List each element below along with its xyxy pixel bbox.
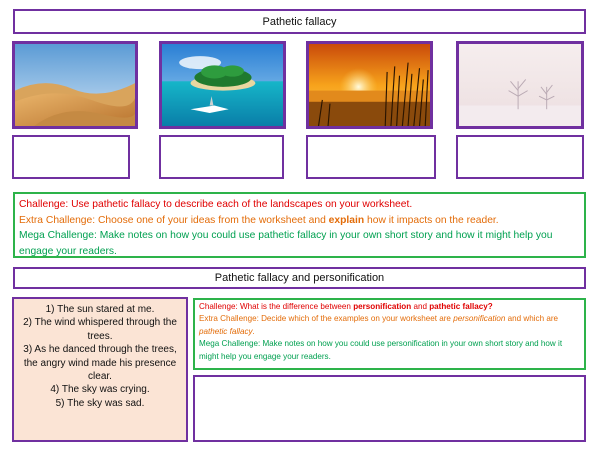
section-title-box bbox=[13, 267, 586, 289]
challenge-box-2 bbox=[193, 298, 586, 370]
example-item: 3) As he danced through the trees, the angry wind made his presence clear. bbox=[23, 344, 177, 383]
answer-box-3[interactable] bbox=[306, 135, 436, 179]
winter-illustration bbox=[459, 44, 581, 126]
desert-illustration bbox=[15, 44, 135, 126]
examples-box bbox=[12, 297, 188, 442]
explain-emphasis: explain bbox=[328, 214, 365, 226]
extra-challenge-text-2: Extra Challenge: Decide which of the examples on your worksheet are personification and which are pathetic fallacy. bbox=[199, 314, 559, 336]
challenge-box-1 bbox=[13, 192, 586, 258]
answer-box-4[interactable] bbox=[456, 135, 584, 179]
page-title: Pathetic fallacy bbox=[262, 15, 337, 28]
example-item: 5) The sky was sad. bbox=[55, 397, 145, 409]
page-title-box bbox=[13, 9, 586, 34]
tropical-island-image bbox=[159, 41, 286, 129]
section-title: Pathetic fallacy and personification bbox=[214, 272, 385, 284]
challenge-text: Challenge: Use pathetic fallacy to describe each of the landscapes on your worksheet. bbox=[19, 199, 413, 210]
mega-challenge-text: Mega Challenge: Make notes on how you could use pathetic fallacy in your own short story and how it might help you engage your readers. bbox=[19, 230, 553, 257]
answer-box-2[interactable] bbox=[159, 135, 284, 179]
mega-challenge-text-2: Mega Challenge: Make notes on how you could use personification in your own short story and how it might help you engage your readers. bbox=[199, 339, 563, 361]
sunset-illustration bbox=[309, 44, 430, 126]
extra-challenge-text: Extra Challenge: Choose one of your ideas from the worksheet and explain how it impacts on the reader. bbox=[19, 214, 499, 226]
foggy-winter-image bbox=[456, 41, 584, 129]
example-item: 2) The wind whispered through the trees. bbox=[23, 317, 177, 342]
examples-list bbox=[20, 303, 180, 410]
example-item: 4) The sky was crying. bbox=[50, 384, 150, 396]
example-item: 1) The sun stared at me. bbox=[45, 304, 155, 315]
island-illustration bbox=[162, 44, 283, 126]
challenge-text-2: Challenge: What is the difference between personification and pathetic fallacy? bbox=[199, 302, 493, 311]
desert-image bbox=[12, 41, 138, 129]
answer-box-1[interactable] bbox=[12, 135, 130, 179]
sunset-lake-image bbox=[306, 41, 433, 129]
answer-box-large[interactable] bbox=[193, 375, 586, 442]
